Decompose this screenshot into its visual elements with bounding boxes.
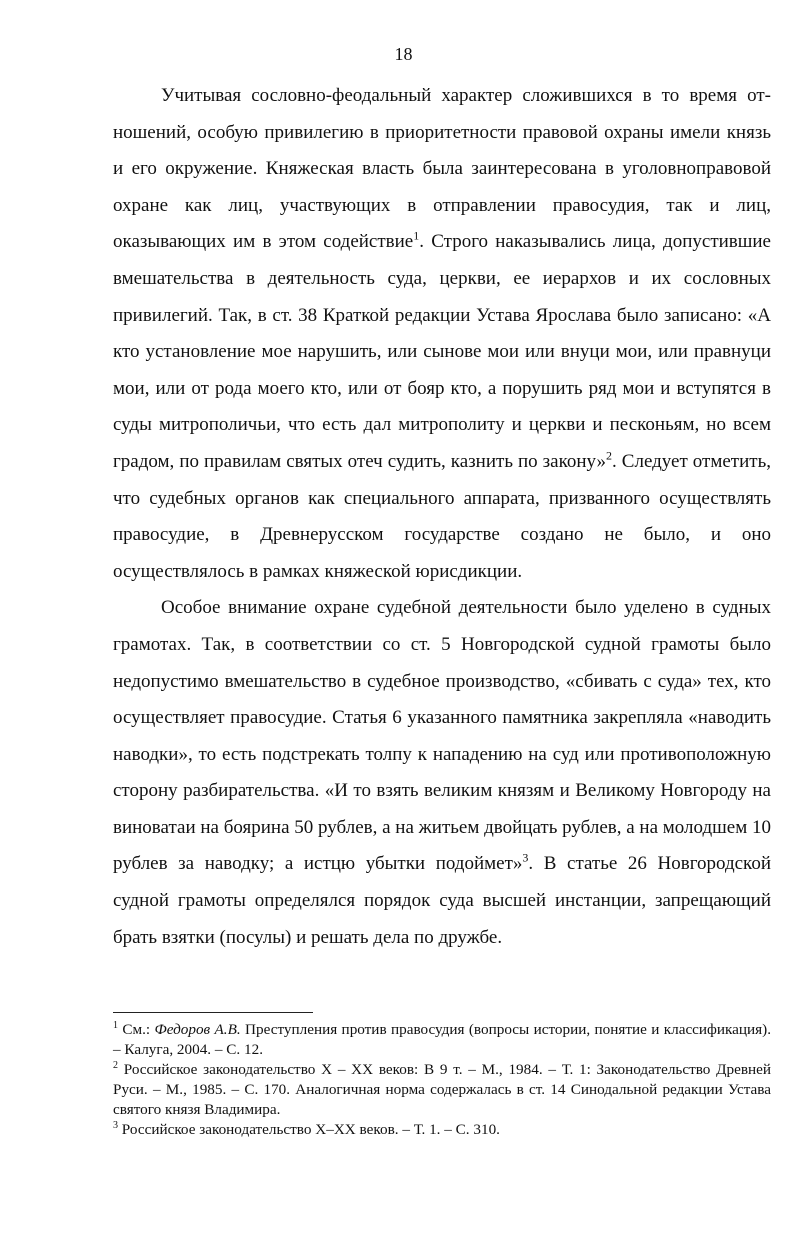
body-paragraph-1 bbox=[113, 78, 771, 590]
text-run: . В статье 26 Новгородской судной грамоты определялся порядок суда высшей инстанции, запрещающий брать взятки (посулы) и решать дела по дружбе. bbox=[113, 853, 771, 948]
text-run: Особое внимание охране судебной деятельности было уделено в судных грамотах. Так, в соответствии со ст. 5 Новгородской судной грамоты было недопустимо вмешательство в судебное производство, «сбивать с суда» тех, кто осуществляет правосудие. Статья 6 указанного памятника закрепляла «наводить наводки», то есть подстрекать толпу к нападению на суд или противоположную сторону разбирательства. «И то взять великим князям и Великому Новгороду на виноватаи на бояринa 50 рублев, а на житьем двойцать рублев, а на молодшем 10 рублев за наводку; а истцю убытки подоймет» bbox=[113, 597, 771, 875]
footnote-ref-2[interactable]: 2 bbox=[606, 448, 613, 463]
text-run: . Строго наказывались лица, допустившие вмешательства в деятельность суда, церкви, ее иерархов и их сословных привилегий. Так, в ст. 38 Краткой редакции Устава Ярослава было записано: «А кто установление мое нарушить, или сынове мои или внуци мои, или правнуци мои, или от рода моего кто, или от бояр кто, а порушить ряд мои и вступятся в суды митрополичьи, что есть дал митрополиту и церкви и песконьям, но всем градом, по правилам святых отеч судить, казнить по закону» bbox=[113, 231, 771, 472]
footnote-3 bbox=[113, 1120, 771, 1140]
footnote-ref-3[interactable]: 3 bbox=[522, 851, 529, 866]
text-run: Учитывая сословно-феодальный характер сложившихся в то время отношений, особую привилегию в приоритетности правовой охраны имели князь и его окружение. Княжеская власть была заинтересована в уголовноправовой охране как лиц, участвующих в отправлении правосудия, так и лиц, оказывающих им в этом содействие bbox=[113, 85, 771, 253]
text-run: См.: bbox=[118, 1021, 155, 1038]
body-paragraph-2 bbox=[113, 590, 771, 956]
text-run: Российское законодательство X–XX веков. – Т. 1. – С. 310. bbox=[118, 1121, 500, 1138]
author-name: Федоров А.В. bbox=[154, 1021, 241, 1038]
footnote-marker: 2 bbox=[113, 1059, 118, 1071]
footnote-separator bbox=[113, 1012, 313, 1013]
footnote-1 bbox=[113, 1020, 771, 1060]
page-number: 18 bbox=[394, 44, 413, 64]
footnote-marker: 1 bbox=[113, 1019, 118, 1031]
footnotes bbox=[113, 1020, 771, 1140]
text-run: Российское законодательство X – XX веков: В 9 т. – М., 1984. – Т. 1: Законодательство Древней Руси. – М., 1985. – С. 170. Аналогичная норма содержалась в ст. 14 Синодальной редакции Устава святого князя Владимира. bbox=[113, 1061, 771, 1118]
footnote-marker: 3 bbox=[113, 1119, 118, 1131]
footnote-2 bbox=[113, 1060, 771, 1120]
body-text bbox=[113, 78, 771, 956]
footnote-ref-1[interactable]: 1 bbox=[413, 229, 420, 244]
text-run: Преступления против правосудия (вопросы истории, понятие и классификация). – Калуга, 2004. – С. 12. bbox=[113, 1021, 772, 1058]
text-run: . Следует отметить, что судебных органов как специального аппарата, призванного осуществлять правосудие, в Древнерусском государстве создано не было, и оно осуществлялось в рамках княжеской юрисдикции. bbox=[113, 450, 771, 582]
